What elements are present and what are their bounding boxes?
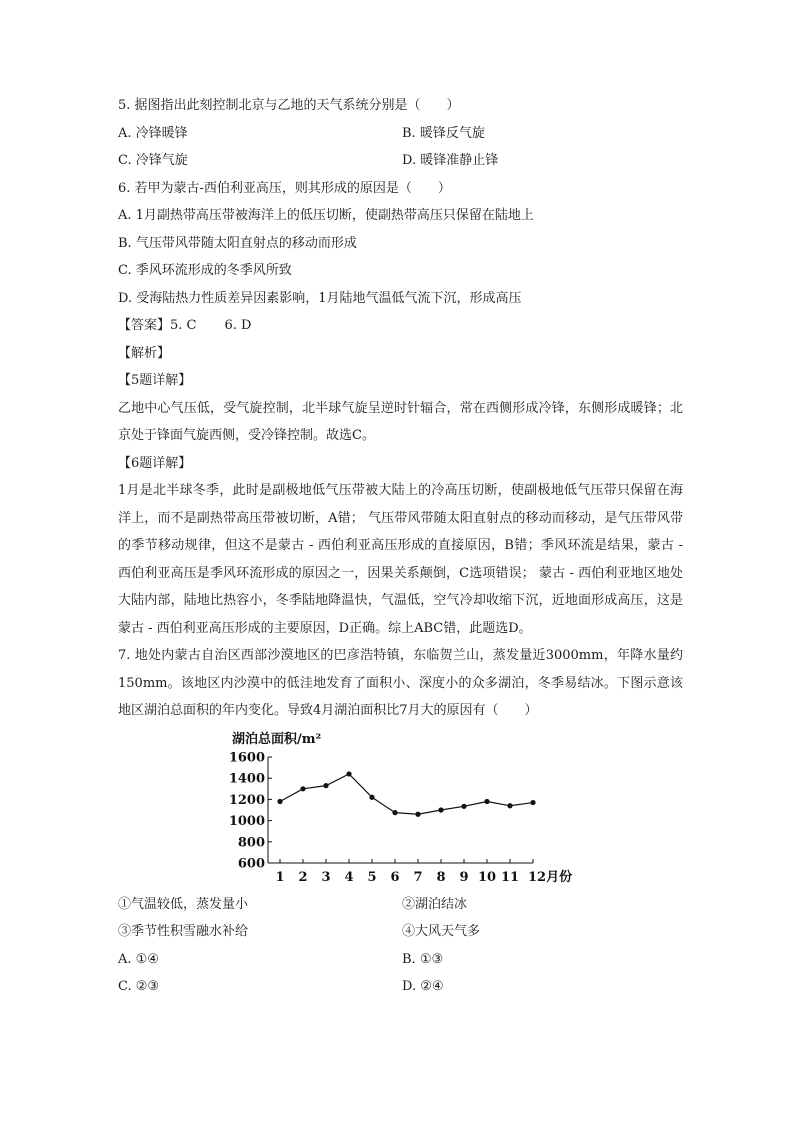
q5-options-row-2 xyxy=(118,147,683,175)
x-tick-label: 12月份 xyxy=(528,869,573,885)
q7-option-b: B. ①③ xyxy=(402,951,444,967)
y-tick-label: 1000 xyxy=(228,813,265,829)
y-tick-label: 1200 xyxy=(228,792,265,808)
detail6-text: 1月是北半球冬季，此时是副极地低气压带被大陆上的冷高压切断，使副极地低气压带只保留在海洋上，而不是副热带高压带被切断，A错； 气压带风带随太阳直射点的移动而移动，是气压带风带的季节移动规律，但这不是蒙古 - 西伯利亚高压形成的直接原因，B错；季风环流是结果，蒙古 - 西伯利亚高压是季风环流形成的原因之一，因果关系颠倒，C选项错误； 蒙古 - 西伯利亚地区地处大陆内部，陆地比热容小，冬季陆地降温快，气温低，空气冷却收缩下沉，近地面形成高压，这是蒙古 - 西伯利亚高压形成的主要原因，D正确。综上ABC错，此题选D。 xyxy=(118,483,683,636)
q5-option-a: A. 冷锋暖锋 xyxy=(118,125,188,141)
detail5-label: 【5题详解】 xyxy=(118,373,192,388)
data-point xyxy=(484,798,489,803)
analysis-label: 【解析】 xyxy=(118,345,171,361)
q5-options-row-1 xyxy=(118,120,683,148)
q7-item-3: ③季节性积雪融水补给 xyxy=(118,924,249,939)
x-tick-label: 2 xyxy=(298,869,308,885)
q6-option-d: D. 受海陆热力性质差异因素影响，1月陆地气温低气流下沉，形成高压 xyxy=(118,290,522,306)
y-tick-label: 800 xyxy=(237,834,265,850)
q7-option-c: C. ②③ xyxy=(118,979,160,994)
q7-items-row-1 xyxy=(118,891,683,919)
q7-item-4: ④大风天气多 xyxy=(402,924,481,939)
q6-option-a: A. 1月副热带高压带被海洋上的低压切断，使副热带高压只保留在陆地上 xyxy=(118,208,534,223)
q5-option-c: C. 冷锋气旋 xyxy=(118,153,188,168)
q7-option-d: D. ②④ xyxy=(402,979,444,994)
data-point xyxy=(300,786,305,791)
data-point xyxy=(323,783,328,788)
y-tick-label: 1600 xyxy=(228,750,265,765)
q6-option-c: C. 季风环流形成的冬季风所致 xyxy=(118,263,292,278)
data-point xyxy=(277,798,282,803)
y-axis-title: 湖泊总面积/m² xyxy=(232,731,322,747)
answer-line xyxy=(118,312,683,340)
q5-option-b: B. 暖锋反气旋 xyxy=(402,125,485,141)
x-tick-label: 1 xyxy=(275,869,285,885)
x-tick-label: 7 xyxy=(413,869,423,885)
x-tick-label: 9 xyxy=(459,869,469,885)
x-tick-label: 6 xyxy=(390,869,400,885)
y-tick-label: 1400 xyxy=(228,771,265,787)
x-tick-label: 11 xyxy=(500,869,520,885)
detail5-text: 乙地中心气压低，受气旋控制，北半球气旋呈逆时针辐合，常在西侧形成冷锋，东侧形成暖锋；北京处于锋面气旋西侧，受冷锋控制。故选C。 xyxy=(118,400,683,443)
data-point xyxy=(346,771,351,776)
q5-option-d: D. 暖锋准静止锋 xyxy=(402,153,499,168)
q5-stem: 5. 据图指出此刻控制北京与乙地的天气系统分别是（ ） xyxy=(118,98,460,113)
data-point xyxy=(530,799,535,804)
document-page xyxy=(118,92,683,1001)
q7-option-a: A. ①④ xyxy=(118,951,159,967)
x-tick-label: 4 xyxy=(344,869,354,885)
data-point xyxy=(392,810,397,815)
data-point xyxy=(438,807,443,812)
data-point xyxy=(369,794,374,799)
answer-6: 6. D xyxy=(224,318,252,333)
q7-item-2: ②湖泊结冰 xyxy=(402,896,468,912)
q7-item-1: ①气温较低，蒸发量小 xyxy=(118,896,249,912)
y-tick-label: 600 xyxy=(237,856,265,871)
series-line xyxy=(280,773,533,813)
q7-items-row-2 xyxy=(118,918,683,946)
q6-stem: 6. 若甲为蒙古-西伯利亚高压，则其形成的原因是（ ） xyxy=(118,180,451,196)
answer-5: 5. C xyxy=(170,318,197,333)
answer-label: 【答案】 xyxy=(118,318,171,333)
q6-option-b: B. 气压带风带随太阳直射点的移动而形成 xyxy=(118,235,357,251)
detail6-label: 【6题详解】 xyxy=(118,455,192,471)
x-tick-label: 8 xyxy=(436,869,446,885)
x-tick-label: 5 xyxy=(367,869,377,885)
data-point xyxy=(507,803,512,808)
data-point xyxy=(461,803,466,808)
x-tick-label: 10 xyxy=(477,869,497,885)
q7-options-row-2 xyxy=(118,973,683,1001)
x-tick-label: 3 xyxy=(321,869,331,885)
q7-stem: 7. 地处内蒙古自治区西部沙漠地区的巴彦浩特镇，东临贺兰山，蒸发量近3000mm，年降水量约150mm。该地区内沙漠中的低洼地发育了面积小、深度小的众多湖泊，冬季易结冰。下图示意该地区湖泊总面积的年内变化。导致4月湖泊面积比7月大的原因有（ ） xyxy=(118,648,683,718)
lake-area-chart xyxy=(118,729,683,891)
lake-area-chart-svg xyxy=(118,729,683,891)
data-point xyxy=(415,811,420,816)
q7-options-row-1 xyxy=(118,946,683,974)
